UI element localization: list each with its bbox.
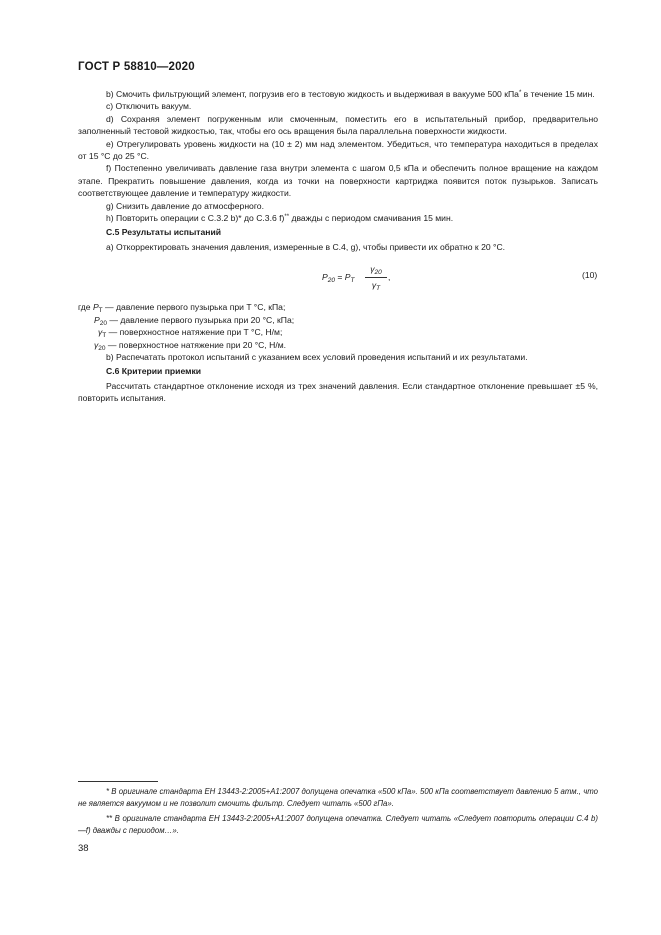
footnotes — [78, 786, 598, 840]
step-h — [78, 212, 598, 224]
definition-gt-sub: T — [102, 332, 107, 340]
step-e: e) Отрегулировать уровень жидкости на (10 ± 2) мм над элементом. Убедиться, что температура находиться в пределах от 15 °С до 25 °С. — [78, 138, 598, 162]
step-h-text: h) Повторить операции с С.3.2 b)* до С.3.6 f) — [106, 213, 285, 224]
formula-tail: , — [388, 272, 391, 283]
step-b-text: b) Смочить фильтрующий элемент, погрузив его в тестовую жидкость и выдерживая в вакууме 500 кПа — [106, 89, 519, 99]
definition-p20 — [78, 314, 598, 326]
definition-g20 — [78, 339, 598, 351]
formula-rhs-sub: T — [350, 277, 355, 285]
c5-step-a: a) Откорректировать значения давления, измеренные в С.4, g), чтобы привести их обратно к 20 °С. — [106, 241, 506, 252]
footnote-1: * В оригинале стандарта ЕН 13443-2:2005+А1:2007 допущена опечатка «500 кПа». 500 кПа соответствует давлению 5 атм., что не является вакуумом и не позволит смочить фильтр. Следует читать «500 гПа». — [78, 787, 598, 808]
definition-gt-text: — поверхностное натяжение при T °С, Н/м; — [106, 327, 283, 338]
definition-p20-symbol: P — [94, 314, 100, 325]
step-b-tail: в течение 15 мин. — [521, 89, 595, 99]
step-h-tail: дважды с периодом смачивания 15 мин. — [289, 213, 454, 224]
formula-lhs-symbol: P — [322, 272, 328, 283]
step-c: c) Отключить вакуум. — [106, 101, 192, 112]
step-d: d) Сохраняя элемент погруженным или смоченным, поместить его в испытательный прибор, предварительно заполненный тестовой жидкостью, так, чтобы его ось вращения была параллельна поверхности жидкости. — [78, 113, 598, 137]
step-f: f) Постепенно увеличивать давление газа внутри элемента с шагом 0,5 кПа и обеспечить полное вращение на каждом этапе. Прекратить повышение давления, когда из точки на поверхности картриджа появится поток пузырьков. Записать соответствующее давление и температуру жидкости. — [78, 163, 598, 199]
footnote-ref-1: * — [518, 90, 522, 96]
step-b — [78, 88, 598, 100]
numerator-symbol: γ — [370, 264, 375, 275]
document-body — [78, 88, 598, 405]
formula-rhs-symbol: P — [344, 272, 351, 283]
section-c6-title: С.6 Критерии приемки — [106, 366, 202, 377]
document-header: ГОСТ Р 58810—2020 — [78, 61, 195, 73]
numerator-sub: 20 — [374, 269, 382, 277]
formula-equals: = — [334, 272, 345, 283]
formula-number: (10) — [582, 270, 598, 281]
denominator-sub: T — [376, 284, 381, 292]
definition-pt-sub: T — [98, 307, 103, 315]
formula-fraction — [365, 263, 387, 291]
c6-text: Рассчитать стандартное отклонение исходя из трех значений давления. Если стандартное отклонение превышает ±5 %, повторить испытания. — [78, 380, 598, 404]
definition-g20-text: — поверхностное натяжение при 20 °С, Н/м. — [105, 339, 287, 350]
c5-step-b: b) Распечатать протокол испытаний с указанием всех условий проведения испытаний и их результатами. — [106, 351, 528, 362]
definition-gt-symbol: γ — [98, 327, 103, 338]
fraction-numerator — [365, 263, 387, 275]
definition-p20-text: — давление первого пузырька при 20 °С, кПа; — [106, 314, 295, 325]
fraction-bar — [365, 277, 387, 278]
section-c5-title: С.5 Результаты испытаний — [106, 227, 222, 238]
footnote-2: ** В оригинале стандарта ЕН 13443-2:2005+А1:2007 допущена опечатка. Следует читать «Следует повторить операции С.4 b)—f) дважды с периодом…». — [78, 814, 598, 835]
formula-lhs-sub: 20 — [327, 277, 335, 285]
definition-pt-text: — давление первого пузырька при T °С, кПа; — [102, 302, 286, 313]
denominator-symbol: γ — [371, 279, 377, 290]
formula-definitions — [78, 301, 598, 351]
formula-lhs — [322, 271, 354, 283]
definition-p20-sub: 20 — [99, 319, 107, 327]
definition-gt — [78, 326, 598, 338]
fraction-denominator — [365, 279, 387, 291]
definition-g20-symbol: γ — [94, 339, 99, 350]
formula-10 — [78, 263, 598, 297]
definition-pt-symbol: P — [92, 302, 99, 313]
definition-pt — [78, 301, 598, 313]
page-number: 38 — [78, 843, 89, 854]
footnote-separator — [78, 781, 158, 782]
step-g: g) Снизить давление до атмосферного. — [106, 200, 264, 211]
definition-g20-sub: 20 — [98, 344, 106, 352]
footnote-ref-2: ** — [284, 214, 290, 221]
definition-where: где — [78, 302, 93, 313]
